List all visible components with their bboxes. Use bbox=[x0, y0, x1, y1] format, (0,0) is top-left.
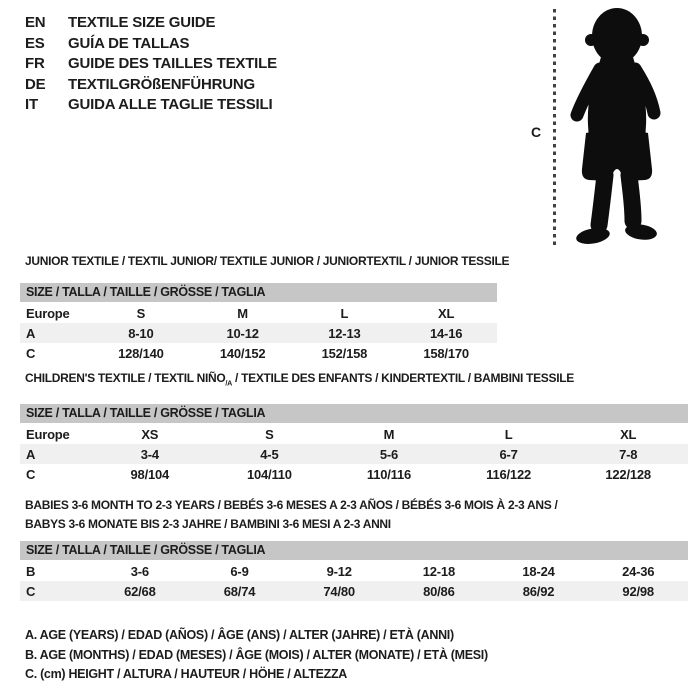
size-cell: 86/92 bbox=[522, 583, 555, 599]
size-cell: 6-9 bbox=[230, 563, 249, 579]
size-cell: 10-12 bbox=[226, 325, 259, 341]
size-cell: XL bbox=[620, 426, 637, 442]
size-cell: XS bbox=[141, 426, 159, 442]
table-title-line bbox=[25, 369, 688, 392]
size-header-bar: SIZE / TALLA / TAILLE / GRÖSSE / TAGLIA bbox=[20, 283, 497, 302]
babies-size-table bbox=[20, 496, 688, 601]
size-cell: M bbox=[383, 426, 395, 442]
size-cell: 152/158 bbox=[321, 345, 368, 361]
size-cell: 3-4 bbox=[140, 446, 159, 462]
baby-silhouette-shapes bbox=[575, 8, 658, 246]
children-size-table bbox=[20, 369, 688, 484]
size-cell: S bbox=[265, 426, 274, 442]
height-measure-line bbox=[553, 9, 556, 245]
table-title-children bbox=[25, 369, 688, 392]
title-subscript: /A bbox=[225, 378, 232, 388]
size-cell: 80/86 bbox=[423, 583, 455, 599]
size-cell: 128/140 bbox=[118, 345, 164, 361]
language-row-en bbox=[25, 13, 277, 34]
size-header-bar: SIZE / TALLA / TAILLE / GRÖSSE / TAGLIA bbox=[20, 404, 688, 423]
language-list bbox=[25, 13, 277, 116]
row-label: Europe bbox=[26, 426, 70, 442]
language-row-de bbox=[25, 75, 277, 96]
table-title-junior bbox=[25, 252, 510, 271]
size-cell: 4-5 bbox=[260, 446, 279, 462]
footnote-a: A. AGE (YEARS) / EDAD (AÑOS) / ÂGE (ANS) / ALTER (JAHRE) / ETÀ (ANNI) bbox=[25, 628, 454, 642]
size-cell: 6-7 bbox=[499, 446, 518, 462]
height-measure-label: C bbox=[531, 124, 542, 140]
language-code: IT bbox=[25, 96, 38, 113]
size-cell: 12-18 bbox=[422, 563, 455, 579]
size-cell: 14-16 bbox=[430, 325, 463, 341]
table-row-europe bbox=[20, 424, 688, 444]
language-row-es bbox=[25, 34, 277, 55]
size-cell: XL bbox=[438, 305, 455, 321]
table-row-europe bbox=[20, 303, 497, 323]
row-label: C bbox=[26, 466, 36, 482]
size-cell: 140/152 bbox=[219, 345, 266, 361]
title-text: BABYS 3-6 MONATE BIS 2-3 JAHRE / BAMBINI 3-6 MESI A 2-3 ANNI bbox=[25, 517, 391, 531]
table-title-line bbox=[25, 515, 688, 534]
size-cell: L bbox=[340, 305, 349, 321]
language-label: TEXTILGRÖßENFÜHRUNG bbox=[68, 75, 256, 93]
row-label: C bbox=[26, 583, 36, 599]
size-cell: 18-24 bbox=[522, 563, 555, 579]
table-title-line bbox=[25, 252, 510, 271]
row-label: Europe bbox=[26, 305, 70, 321]
row-label: B bbox=[26, 563, 36, 579]
language-code: DE bbox=[25, 75, 46, 93]
size-cell: M bbox=[237, 305, 248, 321]
size-cell: L bbox=[504, 426, 513, 442]
size-cell: 68/74 bbox=[223, 583, 256, 599]
language-row-it bbox=[25, 95, 277, 116]
size-cell: 8-10 bbox=[128, 325, 154, 341]
footnote-b: B. AGE (MONTHS) / EDAD (MESES) / ÂGE (MOIS) / ALTER (MONATE) / ETÀ (MESI) bbox=[25, 647, 488, 662]
table-row-c bbox=[20, 343, 497, 363]
size-cell: 7-8 bbox=[619, 446, 638, 462]
language-label: GUÍA DE TALLAS bbox=[68, 34, 190, 52]
language-code: FR bbox=[25, 55, 45, 72]
table-title-babies bbox=[25, 496, 688, 534]
size-cell: 62/68 bbox=[124, 583, 156, 599]
table-row-c bbox=[20, 581, 688, 601]
size-cell: 9-12 bbox=[326, 563, 352, 579]
size-cell: 158/170 bbox=[423, 345, 469, 361]
title-text: / TEXTILE DES ENFANTS / KINDERTEXTIL / BAMBINI TESSILE bbox=[231, 371, 574, 385]
size-cell: 24-36 bbox=[622, 563, 655, 579]
title-text: CHILDREN'S TEXTILE / TEXTIL NIÑO bbox=[25, 371, 226, 385]
title-text: BABIES 3-6 MONTH TO 2-3 YEARS / BEBÉS 3-6 MESES A 2-3 AÑOS / BÉBÉS 3-6 MOIS À 2-3 ANS / bbox=[25, 498, 558, 512]
language-code: EN bbox=[25, 14, 46, 31]
size-cell: 74/80 bbox=[323, 583, 355, 599]
size-header-bar: SIZE / TALLA / TAILLE / GRÖSSE / TAGLIA bbox=[20, 541, 688, 560]
size-cell: S bbox=[136, 305, 146, 321]
size-cell: 104/110 bbox=[246, 466, 292, 482]
size-cell: 98/104 bbox=[130, 466, 170, 482]
table-title-line bbox=[25, 496, 688, 515]
title-text: JUNIOR TEXTILE / TEXTIL JUNIOR/ TEXTILE JUNIOR / JUNIORTEXTIL / JUNIOR TESSILE bbox=[25, 254, 510, 268]
language-label: TEXTILE SIZE GUIDE bbox=[68, 14, 216, 31]
size-cell: 5-6 bbox=[379, 446, 399, 462]
language-row-fr bbox=[25, 54, 277, 75]
row-label: A bbox=[26, 325, 36, 341]
row-label: C bbox=[26, 345, 36, 361]
row-label: A bbox=[26, 446, 36, 462]
junior-size-table bbox=[20, 252, 510, 363]
size-cell: 122/128 bbox=[605, 466, 651, 482]
size-cell: 12-13 bbox=[328, 325, 361, 341]
table-row-b bbox=[20, 561, 688, 581]
table-row-a bbox=[20, 444, 688, 464]
size-cell: 116/122 bbox=[486, 466, 532, 482]
size-cell: 3-6 bbox=[130, 563, 149, 579]
size-cell: 92/98 bbox=[622, 583, 654, 599]
size-cell: 110/116 bbox=[366, 466, 412, 482]
baby-silhouette-icon bbox=[557, 5, 682, 247]
language-label: GUIDA ALLE TAGLIE TESSILI bbox=[68, 96, 273, 113]
footnotes bbox=[25, 626, 488, 685]
language-code: ES bbox=[25, 34, 45, 52]
table-row-a bbox=[20, 323, 497, 343]
language-label: GUIDE DES TAILLES TEXTILE bbox=[68, 55, 277, 72]
footnote-c: C. (cm) HEIGHT / ALTURA / HAUTEUR / HÖHE / ALTEZZA bbox=[25, 667, 348, 681]
table-row-c bbox=[20, 464, 688, 484]
